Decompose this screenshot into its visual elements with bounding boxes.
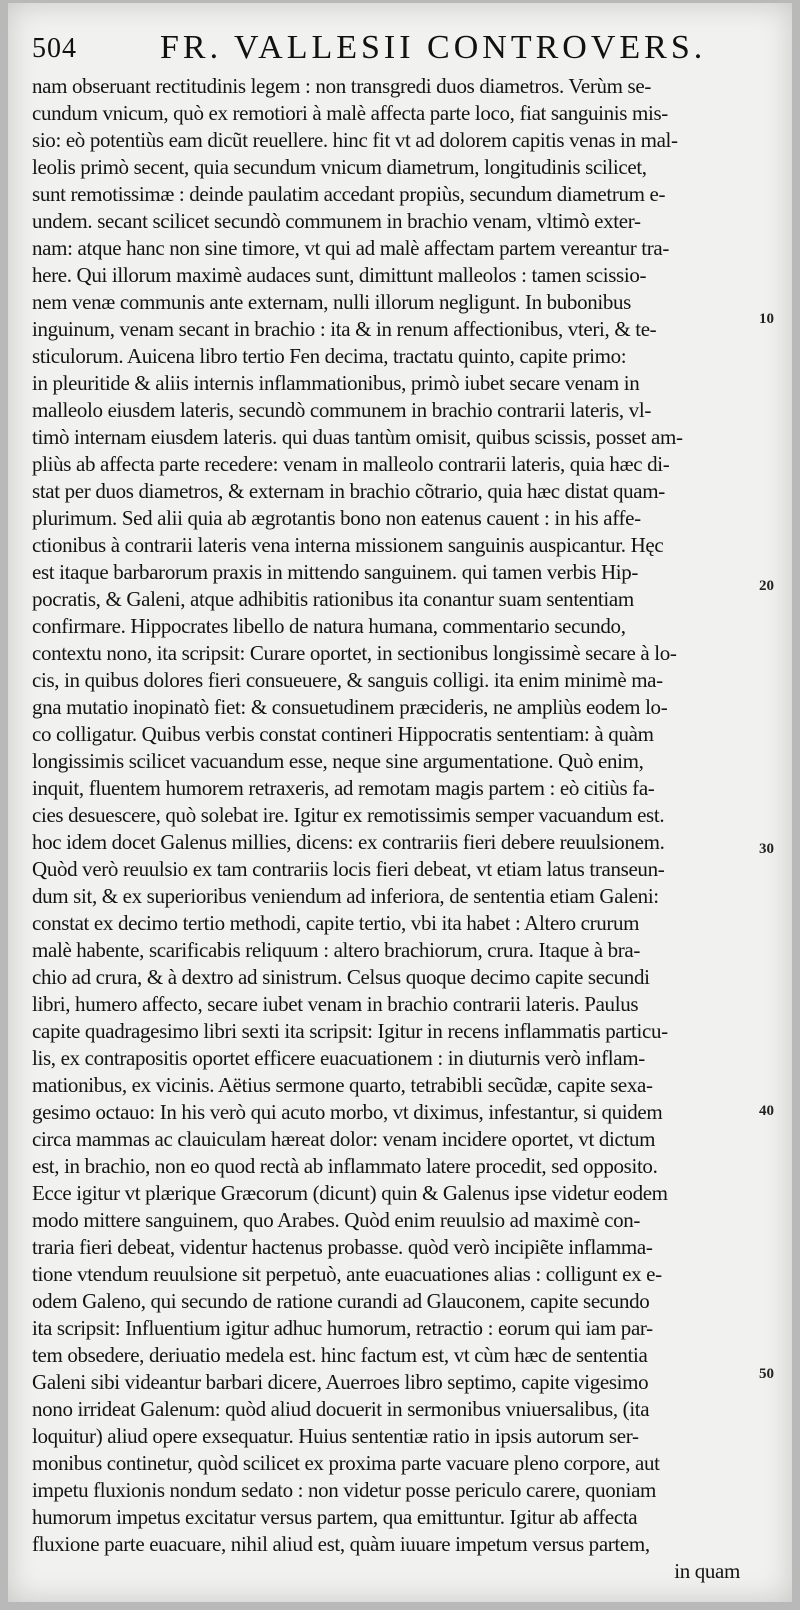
text-line: nem venæ communis ante externam, nulli illorum negligunt. In bubonibus: [32, 290, 631, 314]
text-line: malleolo eiusdem lateris, secundò communem in brachio contrarii lateris, vl-: [32, 398, 651, 422]
text-line: loquitur) aliud opere exsequatur. Huius sententiæ ratio in ipsis autorum ser-: [32, 1424, 639, 1448]
text-line: lis, ex contrapositis oportet efficere euacuationem : in diuturnis verò inflam-: [32, 1046, 645, 1070]
margin-line-number: 30: [759, 841, 774, 857]
text-line: stat per duos diametros, & externam in brachio cõtrario, quia hæc distat quam-: [32, 479, 665, 503]
text-line: gesimo octauo: In his verò qui acuto morbo, vt diximus, infestantur, si quidem: [32, 1100, 663, 1124]
text-line: pliùs ab affecta parte recedere: venam in malleolo contrarii lateris, quia hæc di-: [32, 452, 670, 476]
text-line: cies desuescere, quò solebat ire. Igitur ex remotissimis semper vacuandum est.: [32, 803, 665, 827]
text-line: traria fieri debeat, videntur hactenus probasse. quòd verò incipiẽte inflamma-: [32, 1235, 653, 1259]
text-line: pocratis, & Galeni, atque adhibitis rationibus ita conantur suam sententiam: [32, 587, 634, 611]
text-line: tem obsedere, deriuatio medela est. hinc factum est, vt cùm hæc de sententia: [32, 1343, 648, 1367]
text-line: gna mutatio inopinatò fiet: & consuetudinem præcideris, ne ampliùs eodem lo-: [32, 695, 668, 719]
text-line: in quam: [674, 1559, 740, 1583]
text-line: libri, humero affecto, secare iubet venam in brachio contrarii lateris. Paulus: [32, 992, 639, 1016]
text-line: tione vtendum reuulsione sit perpetuò, ante euacuationes alias : colligunt ex e-: [32, 1262, 662, 1286]
text-line: sticulorum. Auicena libro tertio Fen decima, tractatu quinto, capite primo:: [32, 344, 627, 368]
text-line: malè habente, scarificabis reliquum : altero brachiorum, crura. Itaque à bra-: [32, 938, 641, 962]
text-line: cundum vnicum, quò ex remotiori à malè affecta parte loco, fiat sanguinis mis-: [32, 101, 668, 125]
margin-line-number: 20: [759, 578, 774, 594]
text-line: leolis primò secent, quia secundum vnicum diametrum, longitudinis scilicet,: [32, 155, 647, 179]
text-line: nam: atque hanc non sine timore, vt qui ad malè affectam partem vereantur tra-: [32, 236, 670, 260]
text-line: chio ad crura, & à dextro ad sinistrum. Celsus quoque decimo capite secundi: [32, 965, 650, 989]
text-line: nam obseruant rectitudinis legem : non transgredi duos diametros. Verùm se-: [32, 74, 651, 98]
text-line: Ecce igitur vt plærique Græcorum (dicunt) quin & Galenus ipse videtur eodem: [32, 1181, 668, 1205]
text-line: modo mittere sanguinem, quo Arabes. Quòd enim reuulsio ad maximè con-: [32, 1208, 641, 1232]
text-line: timò internam eiusdem lateris. qui duas tantùm omisit, quibus scissis, posset am-: [32, 425, 683, 449]
text-line: mationibus, ex vicinis. Aëtius sermone quarto, tetrabibli secũdæ, capite sexa-: [32, 1073, 653, 1097]
text-line: longissimis scilicet vacuandum esse, neque sine argumentatione. Quò enim,: [32, 749, 644, 773]
page-header: [32, 27, 707, 67]
text-line: sio: eò potentiùs eam dicũt reuellere. hinc fit vt ad dolorem capitis venas in mal-: [32, 128, 678, 152]
text-line: ita scripsit: Influentium igitur adhuc humorum, retractio : eorum qui iam par-: [32, 1316, 653, 1340]
text-line: Galeni sibi videantur barbari dicere, Auerroes libro septimo, capite vigesimo: [32, 1370, 649, 1394]
text-line: constat ex decimo tertio methodi, capite tertio, vbi ita habet : Altero crurum: [32, 911, 640, 935]
text-line: plurimum. Sed alii quia ab ægrotantis bono non eatenus cauent : in his affe-: [32, 506, 641, 530]
text-line: odem Galeno, qui secundo de ratione curandi ad Glauconem, capite secundo: [32, 1289, 650, 1313]
text-line: Quòd verò reuulsio ex tam contrariis locis fieri debeat, vt etiam latus transeun-: [32, 857, 665, 881]
text-line: sunt remotissimæ : deinde paulatim accedant propiùs, secundum diametrum e-: [32, 182, 666, 206]
margin-line-number: 50: [759, 1366, 774, 1382]
text-line: hoc idem docet Galenus millies, dicens: ex contrariis fieri debere reuulsionem.: [32, 830, 665, 854]
text-line: dum sit, & ex superioribus veniendum ad inferiora, de sententia etiam Galeni:: [32, 884, 659, 908]
text-line: inquit, fluentem humorem retraxeris, ad remotam magis partem : eò citiùs fa-: [32, 776, 655, 800]
margin-line-number: 40: [759, 1103, 774, 1119]
page-number: 504: [32, 33, 77, 64]
text-line: capite quadragesimo libri sexti ita scripsit: Igitur in recens inflammatis particu-: [32, 1019, 668, 1043]
text-line: here. Qui illorum maximè audaces sunt, dimittunt malleolos : tamen scissio-: [32, 263, 647, 287]
body-text: [32, 73, 762, 1585]
text-line: humorum impetus excitatur versus partem, qua emittuntur. Igitur ab affecta: [32, 1505, 638, 1529]
text-line: monibus continetur, quòd scilicet ex proxima parte vacuare pleno corpore, aut: [32, 1451, 660, 1475]
text-line: circa mammas ac clauiculam hæreat dolor: venam incidere oportet, vt dictum: [32, 1127, 656, 1151]
text-line: est itaque barbarorum praxis in mittendo sanguinem. qui tamen verbis Hip-: [32, 560, 639, 584]
text-line: in pleuritide & aliis internis inflammationibus, primò iubet secare venam in: [32, 371, 640, 395]
text-line: confirmare. Hippocrates libello de natura humana, commentario secundo,: [32, 614, 626, 638]
book-page: [8, 3, 792, 1602]
text-line: fluxione parte euacuare, nihil aliud est, quàm iuuare impetum versus partem,: [32, 1532, 650, 1556]
text-line: nono irrideat Galenum: quòd aliud docuerit in sermonibus vniuersalibus, (ita: [32, 1397, 650, 1421]
text-line: est, in brachio, non eo quod rectà ab inflammato latere procedit, sed opposito.: [32, 1154, 658, 1178]
margin-line-number: 10: [759, 311, 774, 327]
text-line: co colligatur. Quibus verbis constat contineri Hippocratis sententiam: à quàm: [32, 722, 654, 746]
running-head: FR. VALLESII CONTROVERS.: [160, 29, 707, 66]
text-line: undem. secant scilicet secundò communem in brachio venam, vltimò exter-: [32, 209, 641, 233]
text-line: inguinum, venam secant in brachio : ita & in renum affectionibus, vteri, & te-: [32, 317, 657, 341]
text-line: cis, in quibus dolores fieri consueuere, & sanguis colligi. ita enim minimè ma-: [32, 668, 663, 692]
text-line: impetu fluxionis nondum sedato : non videtur posse periculo carere, quoniam: [32, 1478, 657, 1502]
text-line: ctionibus à contrarii lateris vena interna missionem sanguinis auspicantur. Hęc: [32, 533, 664, 557]
text-line: contextu nono, ita scripsit: Curare oportet, in sectionibus longissimè secare à lo-: [32, 641, 677, 665]
